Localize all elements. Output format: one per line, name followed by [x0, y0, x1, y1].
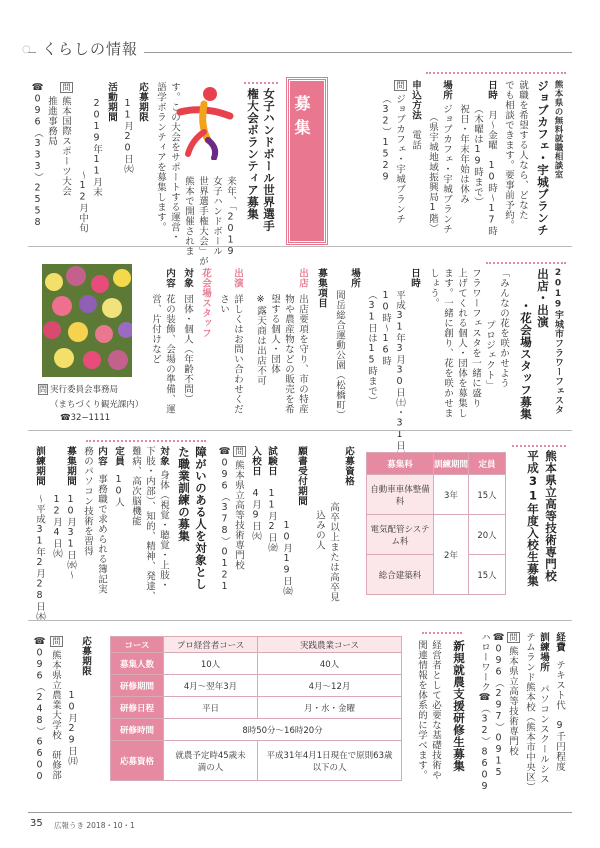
contact-icon: 問	[62, 83, 71, 92]
text: 来年、「2019	[225, 176, 236, 258]
label: 出店	[297, 268, 308, 288]
table-header: 定員	[469, 453, 506, 475]
job-cafe-title: ジョブカフェ・宇城ブランチ	[536, 80, 550, 236]
handball-logo	[174, 82, 236, 160]
table-cell: 15人	[469, 475, 506, 515]
label: 活動期間	[106, 82, 117, 122]
dots	[486, 262, 566, 264]
table-cell: 10人	[164, 653, 258, 675]
text: しょう。	[428, 268, 439, 308]
text: 語学ボランティアを募集します。	[155, 82, 166, 232]
text: ※露天商は出店不可	[255, 294, 266, 386]
text: 団体・個人（年齢不問）	[182, 294, 193, 404]
text: 熊本県立農業大学校 研修部	[50, 650, 61, 780]
text: 務のパソコン技術を習得	[82, 446, 93, 556]
text: 〜12月中旬	[77, 170, 88, 233]
issue-label: 広報うき 2018・10・1	[54, 821, 135, 830]
photo-caption-icon: 問	[39, 385, 47, 394]
table-header: コース	[111, 637, 164, 653]
table-cell: 平成31年4月1日現在で原則63歳以下の人	[258, 741, 402, 781]
dots	[426, 72, 566, 74]
flower-title: ・花会場スタッフ募集	[519, 300, 533, 420]
text: 世界選手権大会」が	[197, 176, 208, 266]
farm-table	[110, 636, 402, 781]
text: ☎096（333）2558	[32, 82, 43, 229]
text: 身体（視覚・聴覚・上肢・	[158, 470, 169, 590]
text: 10月29日㈪	[66, 690, 77, 766]
table-cell: 月・水・金曜	[258, 697, 402, 719]
table-header: プロ経営者コース	[164, 637, 258, 653]
farm-title: 新規就農支援研修生募集	[452, 640, 466, 772]
divider	[28, 430, 572, 431]
text: 12月4日㈫	[51, 494, 62, 559]
text: ☎096（297）0915	[493, 632, 504, 779]
photo-caption: 実行委員会事務局	[50, 385, 119, 395]
text: 経営者として必要な基礎技術や	[430, 640, 441, 780]
text: 上げてくれる個人・団体を募集し	[456, 268, 467, 418]
table-cell: 平日	[164, 697, 258, 719]
text: 平成31年3月30日㈯・31日㈰	[394, 290, 405, 461]
handball-title: 権大会ボランティア募集	[246, 88, 260, 220]
text: ジョブカフェ・宇城ブランチ	[441, 104, 452, 234]
text: 事務職で求められる簿記実	[96, 474, 107, 594]
dots	[422, 632, 462, 634]
table-cell: 15人	[469, 555, 506, 595]
label: 願書受付期間	[296, 446, 307, 506]
label: 経費	[554, 632, 565, 652]
table-header: 募集科	[367, 453, 434, 475]
text: （県宇城地域振興局1階）	[427, 112, 438, 234]
text: 10月31日㈬〜	[65, 494, 76, 580]
label: 内容	[96, 446, 107, 466]
dots	[86, 440, 206, 442]
text: でも相談できます。要事前予約。	[503, 80, 514, 230]
label: 入校日	[250, 446, 261, 476]
text: 〜平成31年2月28日㈭	[34, 494, 45, 622]
text: （木曜は19時まで）	[472, 104, 483, 207]
page-number: 35	[30, 818, 43, 829]
text: 10人	[113, 474, 124, 507]
text: 難病、高次脳機能	[130, 446, 141, 526]
flower-title: 出店・出演	[536, 268, 550, 328]
label: 定員	[113, 446, 124, 466]
label: 応募期限	[80, 636, 91, 676]
flower-title: 2019宇城市フラワーフェスタ	[553, 268, 563, 415]
text: 2019年11月末	[91, 98, 102, 197]
table-header: 訓練期間	[434, 453, 469, 475]
text: 熊本で開催されま	[183, 176, 194, 256]
label: 募集期間	[65, 446, 76, 486]
contact-icon: 問	[52, 637, 61, 646]
text: 熊本県立高等技術専門校	[233, 460, 244, 570]
table-cell: 募集人数	[111, 653, 164, 675]
text: 「みんなの花を咲かせよう	[498, 268, 509, 388]
text: ☎096（248）6600	[34, 636, 45, 783]
photo-tel: ☎32−1111	[60, 413, 111, 423]
text: ハローワーク☎（32）8609	[479, 632, 490, 793]
text: 込みの人	[314, 510, 325, 550]
tech-table	[366, 452, 506, 595]
divider	[28, 246, 572, 247]
tech-title: 平成31年度入校生募集	[526, 450, 540, 587]
text: 出店要項を守り、市の特産	[297, 294, 308, 414]
disab-title: 障がいのある人を対象とし	[194, 446, 208, 590]
table-cell: 4月〜翌年3月	[164, 675, 258, 697]
text: ジョブカフェ・宇城ブランチ	[394, 94, 405, 224]
table-header: 実践農業コース	[258, 637, 402, 653]
table-cell: 応募資格	[111, 741, 164, 781]
text: テキスト代 9千円程度	[554, 660, 565, 772]
text: 高卒以上または高卒見	[328, 502, 339, 602]
flower-photo	[42, 264, 132, 377]
dots	[512, 445, 566, 447]
text: 就職を希望する人なら、どなた	[517, 80, 528, 220]
divider	[28, 620, 572, 621]
table-cell: 研修期間	[111, 675, 164, 697]
text: 物や農産物などの販売を希	[283, 294, 294, 414]
text: 月〜金曜 10時〜17時	[486, 110, 497, 236]
label: 訓練場所	[538, 632, 549, 672]
label: 募集項目	[316, 268, 327, 308]
handball-title: 女子ハンドボール世界選手	[262, 88, 276, 232]
contact-icon: 問	[235, 447, 244, 456]
label: 申込方法	[410, 80, 421, 120]
label: 訓練期間	[34, 446, 45, 486]
text: 望する個人・団体	[269, 294, 280, 374]
header-title: くらしの情報	[36, 38, 144, 59]
table-cell: 8時50分〜16時20分	[164, 719, 402, 741]
text: 岡岳総合運動公園（松橋町）	[334, 290, 345, 420]
text: テムランド熊本校（熊本市中央区）	[524, 632, 535, 792]
text: 女子ハンドボール	[211, 176, 222, 256]
label: 対象	[158, 446, 169, 466]
text: 営、片付けなど	[150, 294, 161, 364]
dots	[244, 82, 278, 84]
label: 応募期限	[137, 82, 148, 122]
text: 11月2日㈮	[266, 488, 277, 553]
kicker: 熊本県の無料就職相談室	[553, 80, 563, 179]
contact-icon: 問	[396, 81, 405, 90]
table-cell: 自動車車体整備科	[367, 475, 434, 515]
label: 場所	[349, 268, 360, 288]
text: ます。一緒に創り、花を咲かせま	[442, 268, 453, 418]
label: 場所	[441, 80, 452, 100]
table-cell: 研修日程	[111, 697, 164, 719]
text: 10時〜16時	[380, 290, 391, 366]
label: 日時	[409, 268, 420, 288]
text: さい	[218, 294, 229, 314]
text: す。この大会をサポートする運営・	[169, 82, 180, 242]
text: 10月19日㈮	[281, 520, 292, 596]
label: 応募資格	[343, 446, 354, 486]
footer-line	[28, 812, 572, 813]
table-cell: 4月〜12月	[258, 675, 402, 697]
table-cell: 2年	[434, 515, 469, 595]
photo-caption: （まちづくり観光課内）	[50, 400, 144, 410]
text: （32）1529	[380, 94, 391, 183]
table-cell: 3年	[434, 475, 469, 515]
text: 熊本県立高等技術専門校	[507, 646, 518, 756]
text: 下肢・内部）、知的、精神、発達、	[144, 446, 155, 602]
text: プロジェクト」	[484, 320, 495, 390]
table-cell: 40人	[258, 653, 402, 675]
table-cell: 研修時間	[111, 719, 164, 741]
table-cell: 20人	[469, 515, 506, 555]
table-cell: 総合建築科	[367, 555, 434, 595]
boshu-label: 募集	[292, 95, 311, 143]
text: パソコンスクールシス	[538, 684, 549, 784]
text: 花の装飾、会場の準備、運	[164, 294, 175, 414]
text: フラワーフェスタを一緒に盛り	[470, 268, 481, 408]
text: 推進事務局	[46, 96, 57, 146]
disab-title: た職業訓練の募集	[177, 446, 191, 542]
text: 電話	[410, 130, 421, 150]
label: 花会場スタッフ	[200, 268, 211, 338]
contact-icon: 問	[509, 633, 518, 642]
text: （31日は15時まで）	[366, 290, 377, 406]
text: 11月20日㈫	[122, 98, 133, 174]
text: 熊本国際スポーツ大会	[60, 96, 71, 196]
text: 4月9日㈫	[250, 488, 261, 541]
text: 祝日・年末年始は休み	[458, 104, 469, 204]
tech-title: 熊本県立高等技術専門校	[544, 450, 558, 582]
table-cell: 就農予定時45歳未満の人	[164, 741, 258, 781]
label: 対象	[182, 268, 193, 288]
header-dots: ○	[22, 44, 31, 55]
label: 出演	[232, 268, 243, 288]
label: 試験日	[266, 446, 277, 476]
label: 内容	[164, 268, 175, 288]
text: 詳しくはお問い合わせくだ	[232, 294, 243, 414]
text: ☎096（378）0121	[219, 446, 230, 593]
table-cell: 電気配管システム科	[367, 515, 434, 555]
label: 日時	[486, 80, 497, 100]
text: 関連情報を体系的に学べます。	[416, 640, 427, 780]
